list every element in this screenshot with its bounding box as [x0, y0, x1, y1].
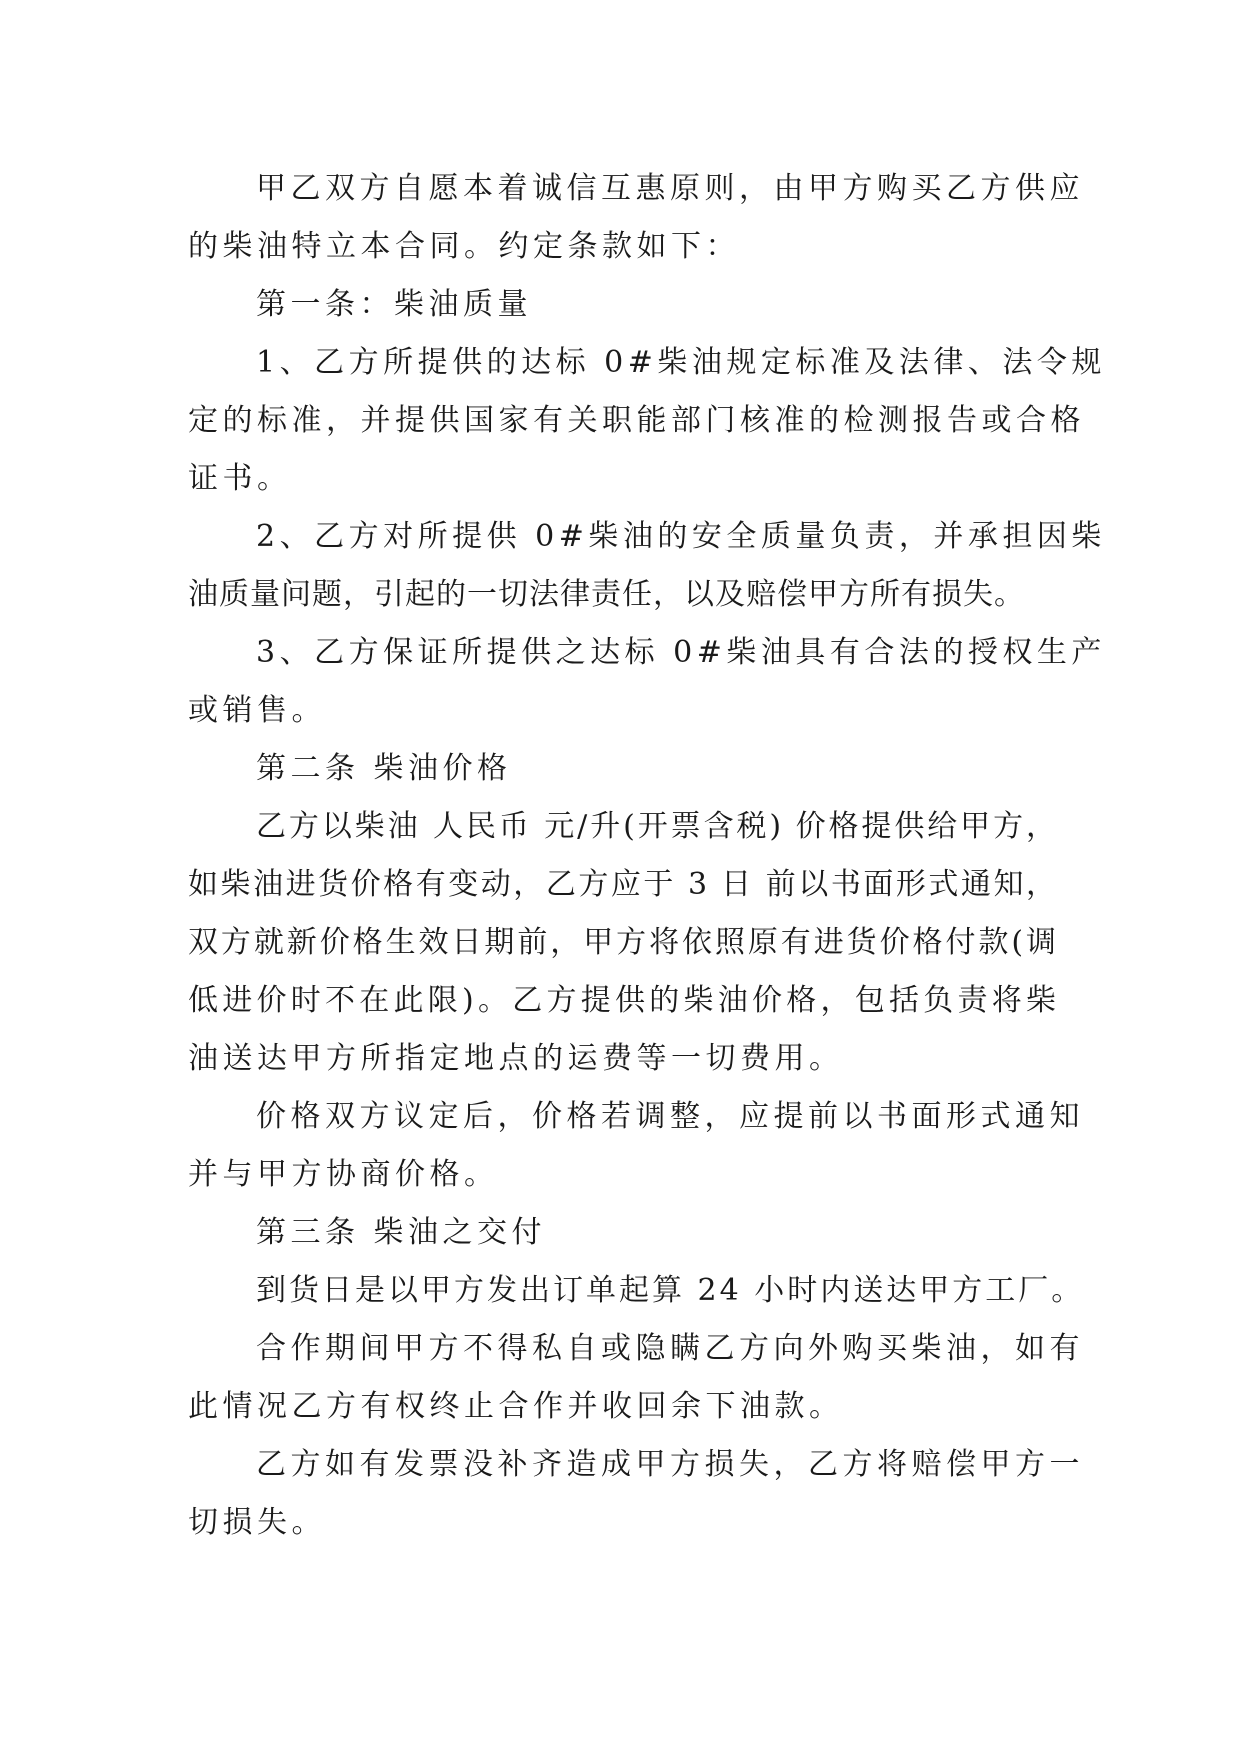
text-line: 双方就新价格生效日期前，甲方将依照原有进货价格付款(调	[188, 925, 1058, 960]
text-line: 1、乙方所提供的达标 0#柴油规定标准及法律、法令规	[256, 345, 1106, 380]
text-line: 2、乙方对所提供 0#柴油的安全质量负责，并承担因柴	[256, 519, 1106, 554]
article-1-item-1	[188, 334, 1106, 508]
section-heading: 第一条：柴油质量	[256, 287, 532, 322]
text-line: 甲乙双方自愿本着诚信互惠原则，由甲方购买乙方供应	[256, 171, 1084, 206]
text-line: 的柴油特立本合同。约定条款如下：	[188, 229, 740, 264]
text-line: 并与甲方协商价格。	[188, 1157, 499, 1192]
paragraph-intro	[188, 160, 1084, 276]
article-1-item-3	[188, 624, 1106, 740]
article-3-delivery	[188, 1262, 1085, 1320]
text-line: 乙方如有发票没补齐造成甲方损失，乙方将赔偿甲方一	[256, 1447, 1084, 1482]
text-line: 低进价时不在此限)。乙方提供的柴油价格，包括负责将柴	[188, 983, 1058, 1018]
text-line: 3、乙方保证所提供之达标 0#柴油具有合法的授权生产	[256, 635, 1106, 670]
article-3-invoice	[188, 1436, 1084, 1552]
text-line: 到货日是以甲方发出订单起算 24 小时内送达甲方工厂。	[256, 1273, 1085, 1308]
section-heading: 第三条 柴油之交付	[256, 1215, 547, 1250]
text-line: 或销售。	[188, 693, 326, 728]
text-line: 定的标准，并提供国家有关职能部门核准的检测报告或合格	[188, 403, 1085, 438]
text-line: 油送达甲方所指定地点的运费等一切费用。	[188, 1041, 844, 1076]
section-heading: 第二条 柴油价格	[256, 751, 512, 786]
text-line: 切损失。	[188, 1505, 326, 1540]
text-line: 如柴油进货价格有变动，乙方应于 3 日 前以书面形式通知，	[188, 867, 1058, 902]
text-line: 乙方以柴油 人民币 元/升(开票含税) 价格提供给甲方，	[256, 809, 1058, 844]
article-1-heading	[188, 276, 1058, 334]
article-1-item-2	[188, 508, 1106, 624]
article-2-heading	[188, 740, 1058, 798]
text-line: 证书。	[188, 461, 292, 496]
text-line: 价格双方议定后，价格若调整，应提前以书面形式通知	[256, 1099, 1084, 1134]
article-3-exclusive	[188, 1320, 1084, 1436]
article-3-heading	[188, 1204, 1058, 1262]
text-line: 油质量问题，引起的一切法律责任，以及赔偿甲方所有损失。	[188, 577, 1025, 612]
text-line: 合作期间甲方不得私自或隐瞒乙方向外购买柴油，如有	[256, 1331, 1084, 1366]
contract-body	[188, 160, 1106, 1552]
text-line: 此情况乙方有权终止合作并收回余下油款。	[188, 1389, 844, 1424]
article-2-adjust	[188, 1088, 1084, 1204]
article-2-price	[188, 798, 1058, 1088]
